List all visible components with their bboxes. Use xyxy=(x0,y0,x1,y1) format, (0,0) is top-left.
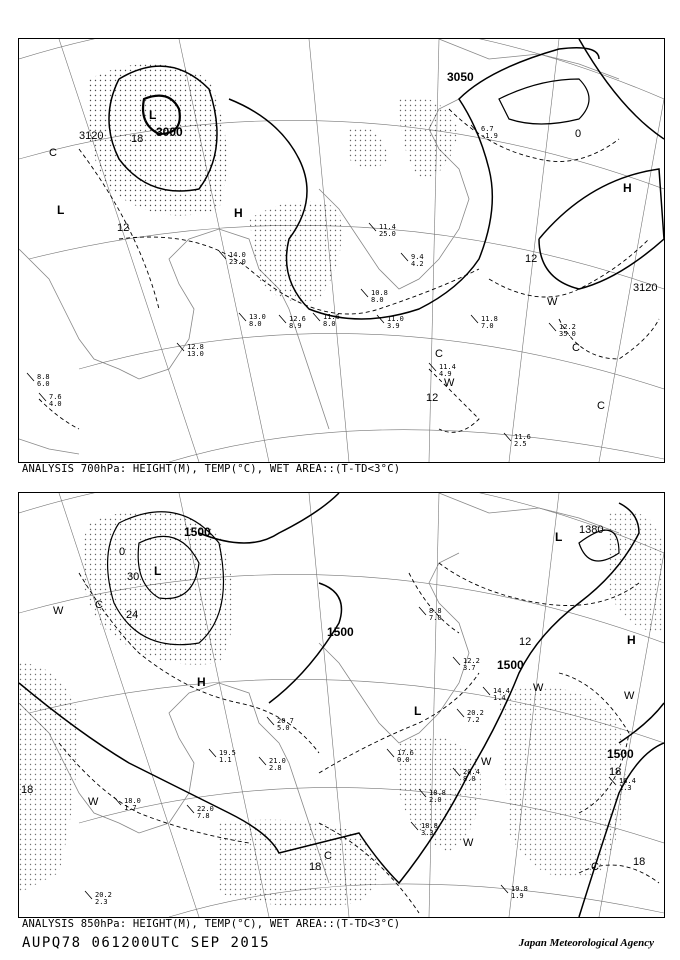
station-dewpoint-depression: 25.0 xyxy=(379,230,396,238)
wind-barb xyxy=(377,315,384,323)
station-temperature: 11.0 xyxy=(387,315,404,323)
station-temperature: 21.0 xyxy=(269,757,286,765)
wind-barb xyxy=(85,891,92,899)
warm-center: W xyxy=(481,756,492,768)
station-dewpoint-depression: 23.0 xyxy=(229,258,246,266)
station-plot xyxy=(457,709,484,724)
station-plot xyxy=(361,289,388,304)
height-label: 3120 xyxy=(633,282,658,294)
station-plot xyxy=(369,223,396,238)
low-center: L xyxy=(57,203,65,217)
station-temperature: 7.6 xyxy=(49,393,62,401)
station-dewpoint-depression: -1.9 xyxy=(481,132,498,140)
wind-barb xyxy=(187,805,194,813)
station-plot xyxy=(259,757,286,772)
temp-label: 18 xyxy=(21,784,34,796)
map-850hpa xyxy=(19,493,664,917)
temp-label: 24 xyxy=(126,609,139,621)
station-dewpoint-depression: 1.1 xyxy=(219,756,232,764)
station-dewpoint-depression: 3.3 xyxy=(421,829,434,837)
station-plot xyxy=(27,373,50,388)
station-dewpoint-depression: 8.9 xyxy=(289,322,302,330)
station-dewpoint-depression: 5.0 xyxy=(277,724,290,732)
station-plot xyxy=(401,253,424,268)
caption-700hpa: ANALYSIS 700hPa: HEIGHT(M), TEMP(°C), WET AREA::(T-TD<3°C) xyxy=(22,463,401,475)
station-temperature: 18.8 xyxy=(421,822,438,830)
cold-center: C xyxy=(435,348,443,360)
temp-label: 18 xyxy=(131,133,144,145)
station-plot xyxy=(549,323,576,338)
height-label: 1500 xyxy=(327,625,354,639)
wind-barb xyxy=(114,797,121,805)
station-temperature: 20.7 xyxy=(277,717,294,725)
wind-barb xyxy=(27,373,34,381)
warm-center: W xyxy=(547,296,558,308)
station-temperature: 9.4 xyxy=(411,253,424,261)
station-plot xyxy=(504,433,531,448)
wind-barb xyxy=(453,657,460,665)
station-dewpoint-depression: 7.2 xyxy=(467,716,480,724)
station-dewpoint-depression: 3.9 xyxy=(387,322,400,330)
wind-barb xyxy=(419,607,426,615)
station-plot xyxy=(239,313,266,328)
station-temperature: 8.8 xyxy=(429,607,442,615)
wind-barb xyxy=(549,323,556,331)
station-plot xyxy=(279,315,306,330)
station-dewpoint-depression: 0.0 xyxy=(397,756,410,764)
wind-barb xyxy=(471,315,478,323)
station-plot xyxy=(219,251,246,266)
station-plot xyxy=(114,797,141,812)
station-dewpoint-depression: 2.0 xyxy=(429,796,442,804)
station-temperature: 18.8 xyxy=(429,789,446,797)
station-temperature: 20.2 xyxy=(95,891,112,899)
low-center: L xyxy=(555,530,563,544)
wind-barb xyxy=(361,289,368,297)
station-temperature: 12.2 xyxy=(559,323,576,331)
temp-label: 12 xyxy=(117,222,130,234)
warm-center: W xyxy=(463,837,474,849)
station-dewpoint-depression: 4.2 xyxy=(411,260,424,268)
cold-center: C xyxy=(591,861,599,873)
wind-barb xyxy=(457,709,464,717)
warm-center: W xyxy=(53,605,64,617)
station-temperature: 8.8 xyxy=(37,373,50,381)
wind-barb xyxy=(483,687,490,695)
station-plot xyxy=(187,805,214,820)
chart-700hpa xyxy=(18,38,665,463)
cold-center: C xyxy=(49,147,57,159)
height-label: 1500 xyxy=(607,747,634,761)
high-center: H xyxy=(627,633,636,647)
low-center: L xyxy=(154,564,162,578)
height-label: 3000 xyxy=(156,125,183,139)
station-dewpoint-depression: 1.3 xyxy=(619,784,632,792)
station-temperature: 6.7 xyxy=(481,125,494,133)
agency-credit: Japan Meteorological Agency xyxy=(518,937,654,949)
wind-barb xyxy=(504,433,511,441)
temp-label: 12 xyxy=(426,392,439,404)
station-plot xyxy=(429,363,456,378)
temp-label: 12 xyxy=(519,636,532,648)
warm-center: W xyxy=(624,690,635,702)
station-dewpoint-depression: 35.0 xyxy=(559,330,576,338)
temp-label: 0 xyxy=(119,546,126,558)
station-dewpoint-depression: 1.9 xyxy=(511,892,524,900)
station-temperature: 17.6 xyxy=(397,749,414,757)
cold-center: C xyxy=(324,850,332,862)
height-label: 1500 xyxy=(497,658,524,672)
wind-barb xyxy=(387,749,394,757)
temp-label: 12 xyxy=(525,253,538,265)
wind-barb xyxy=(313,313,320,321)
station-temperature: 12.2 xyxy=(463,657,480,665)
high-center: H xyxy=(623,181,632,195)
station-dewpoint-depression: 1.7 xyxy=(124,804,137,812)
high-center: H xyxy=(234,206,243,220)
station-dewpoint-depression: 1.4 xyxy=(493,694,506,702)
station-dewpoint-depression: 8.0 xyxy=(323,320,336,328)
map-700hpa xyxy=(19,39,664,462)
temp-label: 18 xyxy=(633,856,646,868)
station-dewpoint-depression: 2.8 xyxy=(269,764,282,772)
bulletin-header: AUPQ78 061200UTC SEP 2015 xyxy=(22,935,271,951)
station-plot xyxy=(85,891,112,906)
station-temperature: 14.4 xyxy=(493,687,510,695)
height-label: 1500 xyxy=(184,525,211,539)
caption-850hpa: ANALYSIS 850hPa: HEIGHT(M), TEMP(°C), WET AREA::(T-TD<3°C) xyxy=(22,918,401,930)
wind-barb xyxy=(279,315,286,323)
height-label: 3120 xyxy=(79,130,104,142)
cold-center: C xyxy=(597,400,605,412)
station-plot xyxy=(39,393,62,408)
station-temperature: 12.8 xyxy=(187,343,204,351)
station-dewpoint-depression: 2.5 xyxy=(514,440,527,448)
station-plot xyxy=(209,749,236,764)
station-temperature: 11.6 xyxy=(323,313,340,321)
wind-barb xyxy=(177,343,184,351)
temp-label: 18 xyxy=(609,766,622,778)
station-temperature: 11.4 xyxy=(379,223,396,231)
warm-center: W xyxy=(533,682,544,694)
station-temperature: 19.5 xyxy=(219,749,236,757)
wet-areas xyxy=(87,64,460,302)
wind-barb xyxy=(239,313,246,321)
station-plot xyxy=(419,607,442,622)
station-dewpoint-depression: 3.7 xyxy=(463,664,476,672)
station-temperature: 20.4 xyxy=(463,768,480,776)
station-temperature: 13.0 xyxy=(249,313,266,321)
station-dewpoint-depression: 2.3 xyxy=(95,898,108,906)
station-temperature: 19.8 xyxy=(511,885,528,893)
station-dewpoint-depression: 8.0 xyxy=(371,296,384,304)
temp-label: 18 xyxy=(309,861,322,873)
station-dewpoint-depression: 4.0 xyxy=(49,400,62,408)
station-plot xyxy=(453,657,480,672)
wind-barb xyxy=(369,223,376,231)
wind-barb xyxy=(209,749,216,757)
station-plot xyxy=(267,717,294,732)
station-temperature: 18.4 xyxy=(619,777,636,785)
station-plot xyxy=(471,315,498,330)
wet-areas xyxy=(19,510,664,906)
station-temperature: 14.0 xyxy=(229,251,246,259)
station-temperature: 20.2 xyxy=(467,709,484,717)
height-label: 3050 xyxy=(447,70,474,84)
wind-barb xyxy=(259,757,266,765)
station-temperature: 10.8 xyxy=(371,289,388,297)
station-dewpoint-depression: 6.0 xyxy=(37,380,50,388)
station-temperature: 11.4 xyxy=(439,363,456,371)
low-center: L xyxy=(149,108,157,122)
station-dewpoint-depression: 13.0 xyxy=(187,350,204,358)
station-dewpoint-depression: 4.9 xyxy=(439,370,452,378)
temp-label: 30 xyxy=(127,571,140,583)
station-temperature: 22.0 xyxy=(197,805,214,813)
station-plot xyxy=(501,885,528,900)
station-temperature: 11.6 xyxy=(514,433,531,441)
chart-850hpa xyxy=(18,492,665,918)
wind-barb xyxy=(401,253,408,261)
station-temperature: 11.8 xyxy=(481,315,498,323)
cold-center: C xyxy=(572,342,580,354)
cold-center: C xyxy=(95,599,103,611)
station-dewpoint-depression: 7.8 xyxy=(197,812,210,820)
station-temperature: 12.6 xyxy=(289,315,306,323)
station-temperature: 18.0 xyxy=(124,797,141,805)
station-dewpoint-depression: 8.0 xyxy=(249,320,262,328)
warm-center: W xyxy=(88,796,99,808)
temp-label: 0 xyxy=(575,128,582,140)
station-dewpoint-depression: 8.0 xyxy=(463,775,476,783)
station-dewpoint-depression: 7.0 xyxy=(481,322,494,330)
high-center: H xyxy=(197,675,206,689)
height-label: 1380 xyxy=(579,524,604,536)
wind-barb xyxy=(267,717,274,725)
warm-center: W xyxy=(444,377,455,389)
low-center: L xyxy=(414,704,422,718)
station-dewpoint-depression: 7.0 xyxy=(429,614,442,622)
